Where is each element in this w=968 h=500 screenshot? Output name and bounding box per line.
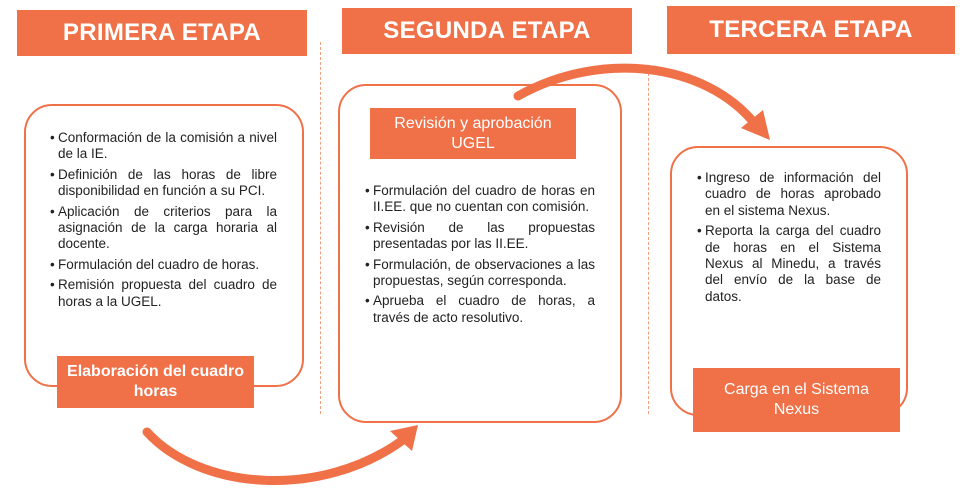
stage-1-title: PRIMERA ETAPA	[17, 10, 307, 56]
list-item: • Remisión propuesta del cuadro de horas a la UGEL.	[51, 277, 277, 310]
list-item: • Conformación de la comisión a nivel de la IE.	[51, 130, 277, 163]
list-item: • Definición de las horas de libre disponibilidad en función a su PCI.	[51, 167, 277, 200]
stage-2-label: Revisión y aprobación UGEL	[370, 108, 576, 159]
list-item: • Ingreso de información del cuadro de horas aprobado en el sistema Nexus.	[698, 170, 881, 219]
list-item: • Formulación del cuadro de horas.	[51, 257, 277, 273]
arrow-stage2-to-stage3	[518, 68, 755, 124]
list-item: • Aprueba el cuadro de horas, a través de acto resolutivo.	[366, 293, 595, 326]
stage-1-label: Elaboración del cuadro horas	[57, 356, 254, 408]
list-item: • Aplicación de criterios para la asignación de la carga horaria al docente.	[51, 204, 277, 253]
stage-3-title: TERCERA ETAPA	[667, 6, 955, 54]
list-item: • Revisión de las propuestas presentadas por las II.EE.	[366, 220, 595, 253]
list-item: • Formulación, de observaciones a las propuestas, según corresponda.	[366, 257, 595, 290]
stage-2-title: SEGUNDA ETAPA	[342, 8, 632, 54]
arrow-stage1-to-stage2	[147, 432, 403, 481]
list-item: • Formulación del cuadro de horas en II.EE. que no cuentan con comisión.	[366, 183, 595, 216]
stage-3-label: Carga en el Sistema Nexus	[693, 368, 900, 432]
list-item: • Reporta la carga del cuadro de horas en el Sistema Nexus al Minedu, a través del envío de la base de datos.	[698, 223, 881, 305]
